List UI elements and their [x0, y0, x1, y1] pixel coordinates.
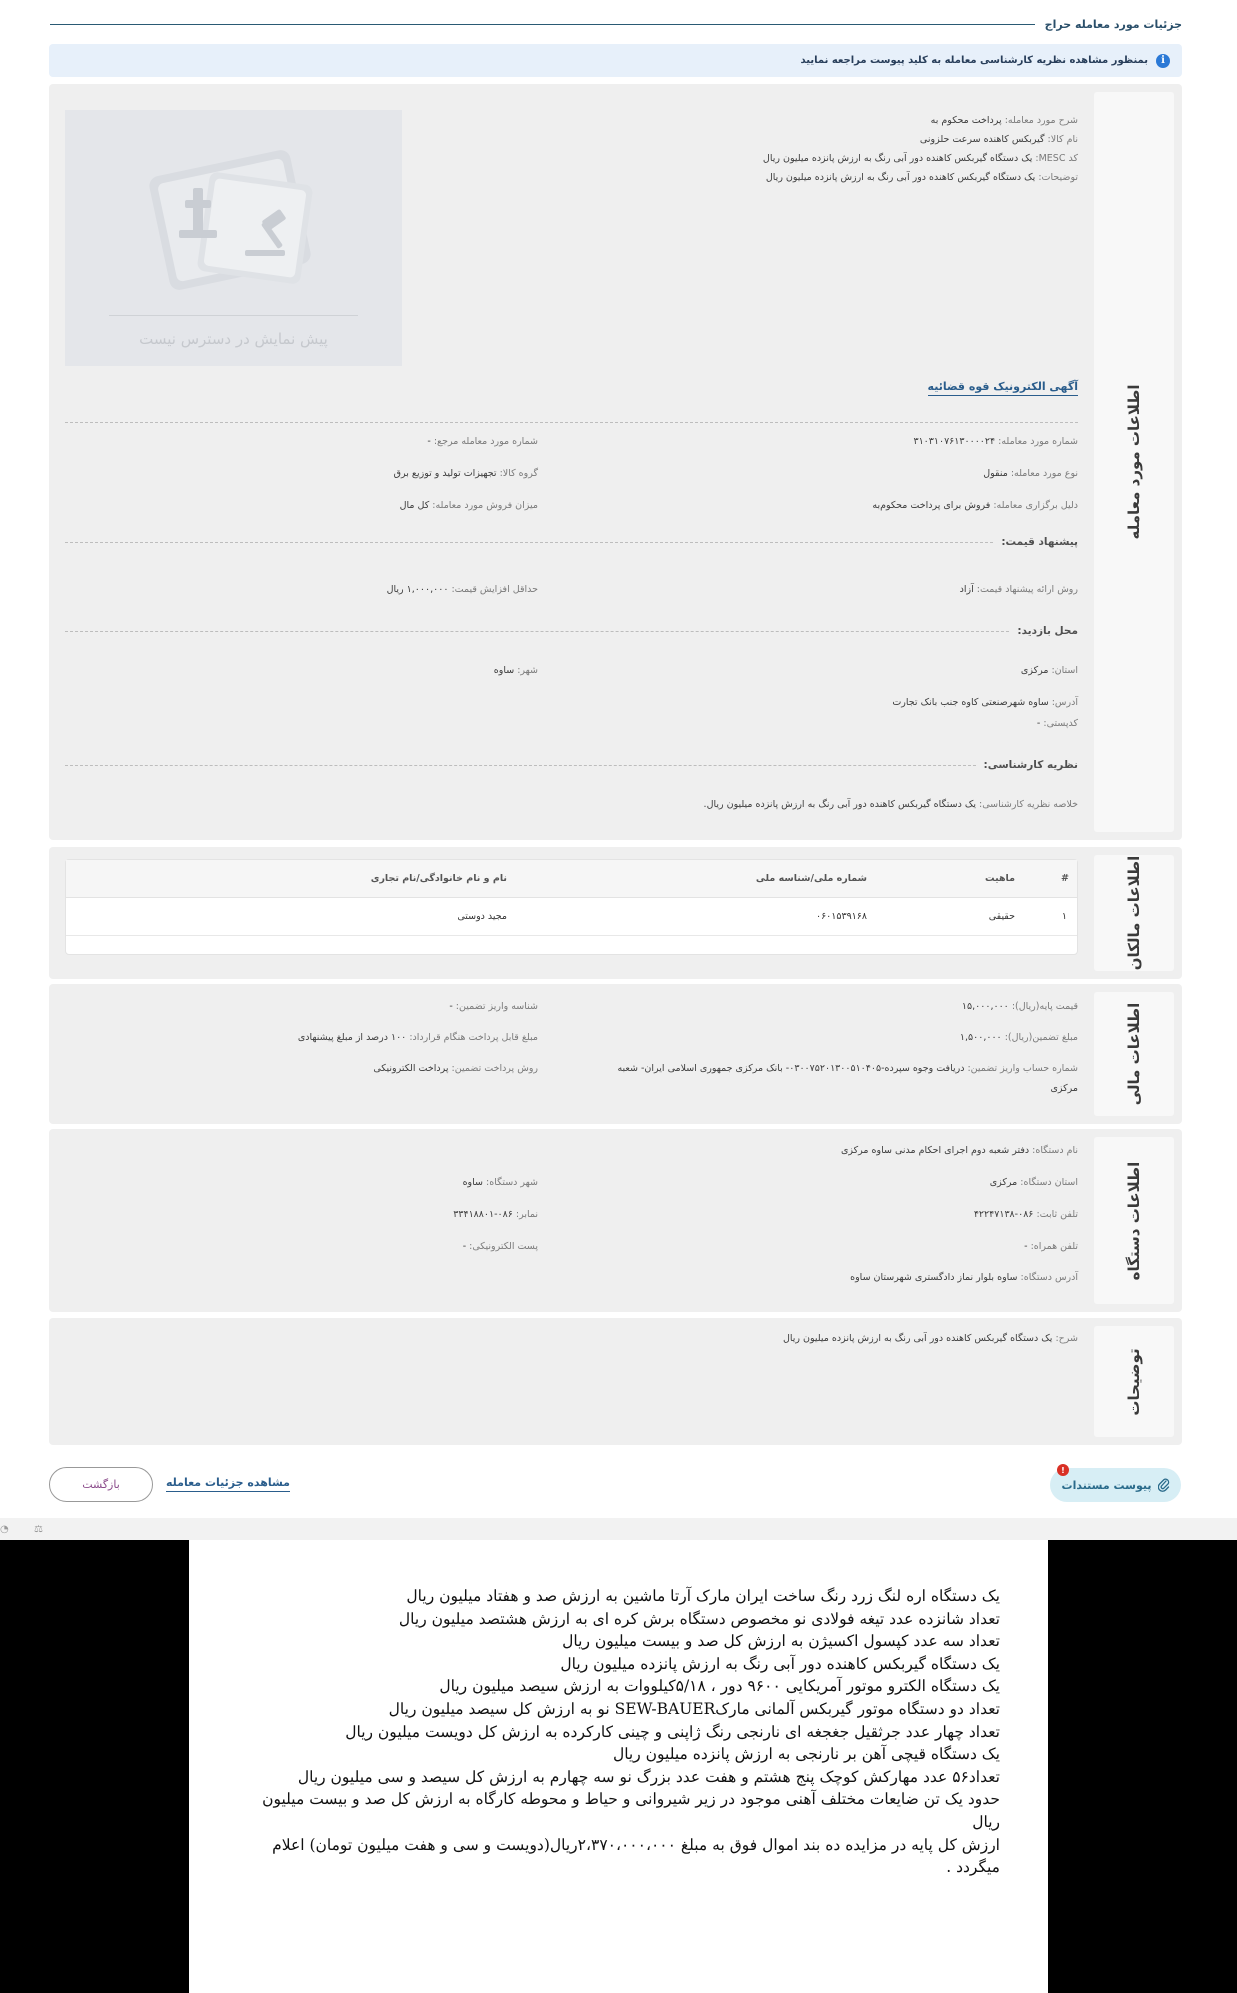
office-email: پست الکترونیکی: - — [462, 1241, 538, 1252]
visit-province: استان: مرکزی — [1020, 665, 1078, 676]
office-phone: تلفن ثابت: ۰۸۶-۴۲۲۴۷۱۳۸ — [973, 1209, 1078, 1220]
info-icon: i — [1156, 54, 1170, 68]
page-header — [50, 14, 1182, 34]
owner-national-id: ۰۶۰۱۵۳۹۱۶۸ — [815, 911, 867, 922]
deal-group: گروه کالا: تجهیزات تولید و توزیع برق — [393, 468, 538, 479]
table-row — [66, 898, 1077, 936]
description-section — [49, 1318, 1182, 1445]
office-fax: نمابر: ۰۸۶-۳۳۴۱۸۸۰۱ — [453, 1209, 538, 1220]
deal-reason: دلیل برگزاری معامله: فروش برای پرداخت محکوم‌به — [872, 500, 1078, 511]
page-title: جزئیات مورد معامله حراج — [1044, 17, 1182, 31]
office-mobile: تلفن همراه: - — [1024, 1241, 1078, 1252]
guarantee-account-cont: مرکزی — [1050, 1083, 1078, 1094]
table-header-row — [66, 860, 1077, 898]
offer-method: روش ارائه پیشنهاد قیمت: آزاد — [959, 584, 1078, 595]
col-kind: ماهیت — [985, 873, 1015, 884]
deal-sale-amount: میزان فروش مورد معامله: کل مال — [399, 500, 538, 511]
visit-location-heading: محل بازدید: — [65, 624, 1078, 638]
owner-index: ۱ — [1061, 911, 1067, 922]
document-line: تعداد شانزده عدد تیغه فولادی نو مخصوص دستگاه برش کره ای به ارزش هشتصد میلیون ریال — [398, 1609, 1000, 1628]
document-line: یک دستگاه قیچی آهن بر نارنجی به ارزش پانزده میلیون ریال — [612, 1745, 1000, 1764]
divider — [65, 415, 1078, 429]
base-price: قیمت پایه(ریال): ۱۵,۰۰۰,۰۰۰ — [961, 1001, 1078, 1012]
header-divider — [50, 24, 1035, 25]
office-name: نام دستگاه: دفتر شعبه دوم اجرای احکام مدنی ساوه مرکزی — [840, 1145, 1078, 1156]
owners-tab: اطلاعات مالکان — [1094, 855, 1174, 971]
document-line: تعداد دو دستگاه موتور گیربکس آلمانی مارکSEW-BAUER نو به ارزش کل سیصد میلیون ریال — [388, 1699, 1000, 1718]
judiciary-ad-link[interactable]: آگهی الکترونیک قوه قضائیه — [928, 380, 1078, 396]
min-increase: حداقل افزایش قیمت: ۱,۰۰۰,۰۰۰ ریال — [386, 584, 538, 595]
info-banner — [49, 44, 1182, 77]
document-line: یک دستگاه گیربکس کاهنده دور آبی رنگ به ارزش پانزده میلیون ریال — [560, 1654, 1000, 1673]
deal-details-link[interactable]: مشاهده جزئیات معامله — [166, 1476, 290, 1492]
owners-section — [49, 847, 1182, 979]
bottom-strip — [0, 1518, 1237, 1542]
image-preview-placeholder — [65, 110, 402, 366]
owner-name: مجید دوستی — [457, 911, 507, 922]
attachments-badge: ! — [1057, 1464, 1069, 1476]
deal-ref-number: شماره مورد معامله مرجع: - — [427, 436, 538, 447]
gavel-placeholder-icon — [65, 110, 402, 366]
deal-description: شرح مورد معامله: پرداخت محکوم به — [930, 115, 1078, 126]
col-name: نام و نام خانوادگی/نام تجاری — [370, 873, 507, 884]
contract-payment: مبلغ قابل پرداخت هنگام قرارداد: ۱۰۰ درصد از مبلغ پیشنهادی — [297, 1032, 538, 1043]
finance-section — [49, 984, 1182, 1124]
col-index: # — [1061, 873, 1069, 884]
document-line: یک دستگاه الکترو موتور آمریکایی ۹۶۰۰ دور ، ۵/۱۸کیلووات به ارزش سیصد میلیون ریال — [439, 1677, 1000, 1696]
deal-product: نام کالا: گیربکس کاهنده سرعت حلزونی — [919, 134, 1078, 145]
document-line: ریال — [972, 1812, 1000, 1831]
visit-postal-code: کدپستی: - — [1036, 718, 1078, 729]
deal-mesc: کد MESC: یک دستگاه گیربکس کاهنده دور آبی رنگ به ارزش پانزده میلیون ریال — [762, 153, 1078, 164]
description-tab: توضیحات — [1094, 1326, 1174, 1437]
guarantee-amount: مبلغ تضمین(ریال): ۱,۵۰۰,۰۰۰ — [959, 1032, 1078, 1043]
document-text — [220, 1585, 1000, 1879]
corner-mark-icon-2: ◔ — [0, 1524, 9, 1535]
guarantee-pay-method: روش پرداخت تضمین: پرداخت الکترونیکی — [373, 1063, 538, 1074]
document-line: تعداد چهار عدد جرثقیل جغجغه ای نارنجی رنگ ژاپنی و چینی کارکرده به ارزش کل دویست میلیون ریال — [345, 1722, 1000, 1741]
guarantee-account: شماره حساب واریز تضمین: دریافت وجوه سپرده-۰۳۰۰۷۵۲۰۱۳۰۰۵۱۰۴۰۵- بانک مرکزی جمهوری اسلامی ایران- شعبه — [617, 1063, 1078, 1074]
office-province: استان دستگاه: مرکزی — [989, 1177, 1078, 1188]
owner-kind: حقیقی — [988, 911, 1015, 922]
scanned-document — [189, 1540, 1048, 1993]
col-national-id: شماره ملی/شناسه ملی — [755, 873, 867, 884]
deal-number: شماره مورد معامله: ۳۱۰۳۱۰۷۶۱۳۰۰۰۰۲۴ — [913, 436, 1078, 447]
deal-type: نوع مورد معامله: منقول — [983, 468, 1078, 479]
document-line: ارزش کل پایه در مزایده ده بند اموال فوق به مبلغ ۲،۳۷۰،۰۰۰،۰۰۰ریال(دویست و سی و هفت میلیون تومان) اعلام — [272, 1835, 1000, 1854]
visit-city: شهر: ساوه — [493, 665, 538, 676]
document-line: حدود یک تن ضایعات مختلف آهنی موجود در زیر شیروانی و حیاط و محوطه کارگاه به ارزش کل صد و بیست میلیون — [262, 1790, 1000, 1809]
back-button[interactable]: بازگشت — [49, 1467, 153, 1502]
deal-notes: توضیحات: یک دستگاه گیربکس کاهنده دور آبی رنگ به ارزش پانزده میلیون ریال — [765, 172, 1078, 183]
description-text: شرح: یک دستگاه گیربکس کاهنده دور آبی رنگ به ارزش پانزده میلیون ریال — [782, 1333, 1078, 1344]
expert-opinion-heading: نظریه کارشناسی: — [65, 758, 1078, 772]
document-line: تعداد۵۶ عدد مهارکش کوچک پنج هشتم و هفت عدد بزرگ نو سه چهارم به ارزش کل سیصد و سی میلیون ریال — [297, 1767, 1000, 1786]
preview-divider — [109, 315, 358, 316]
attachments-label: پیوست مستندات — [1061, 1478, 1152, 1492]
office-city: شهر دستگاه: ساوه — [462, 1177, 538, 1188]
document-line: تعداد سه عدد کپسول اکسیژن به ارزش کل صد و بیست میلیون ریال — [562, 1632, 1000, 1651]
deal-info-tab: اطلاعات مورد معامله — [1094, 92, 1174, 832]
owners-table — [65, 859, 1078, 955]
expert-summary: خلاصه نظریه کارشناسی: یک دستگاه گیربکس کاهنده دور آبی رنگ به ارزش پانزده میلیون ریال. — [703, 799, 1078, 810]
visit-address: آدرس: ساوه شهرصنعتی کاوه جنب بانک تجارت — [892, 697, 1078, 708]
preview-unavailable-text: پیش نمایش در دسترس نیست — [139, 330, 328, 348]
paperclip-icon — [1158, 1478, 1170, 1492]
office-tab: اطلاعات دستگاه — [1094, 1137, 1174, 1304]
info-banner-text: بمنظور مشاهده نظریه کارشناسی معامله به کلید پیوست مراجعه نمایید — [800, 55, 1148, 66]
document-line: میگردد . — [946, 1858, 1000, 1877]
attachments-button[interactable] — [1050, 1465, 1181, 1502]
office-address: آدرس دستگاه: ساوه بلوار نماز دادگستری شهرستان ساوه — [850, 1272, 1078, 1283]
finance-tab: اطلاعات مالی — [1094, 992, 1174, 1116]
office-section — [49, 1129, 1182, 1312]
document-line: یک دستگاه اره لنگ زرد رنگ ساخت ایران مارک آرتا ماشین به ارزش صد و هفتاد میلیون ریال — [406, 1587, 1000, 1605]
deposit-id: شناسه واریز تضمین: - — [449, 1001, 538, 1012]
price-offer-heading: پیشنهاد قیمت: — [65, 535, 1078, 549]
deal-info-section — [49, 84, 1182, 840]
corner-mark-icon: ⚖ — [34, 1524, 43, 1535]
